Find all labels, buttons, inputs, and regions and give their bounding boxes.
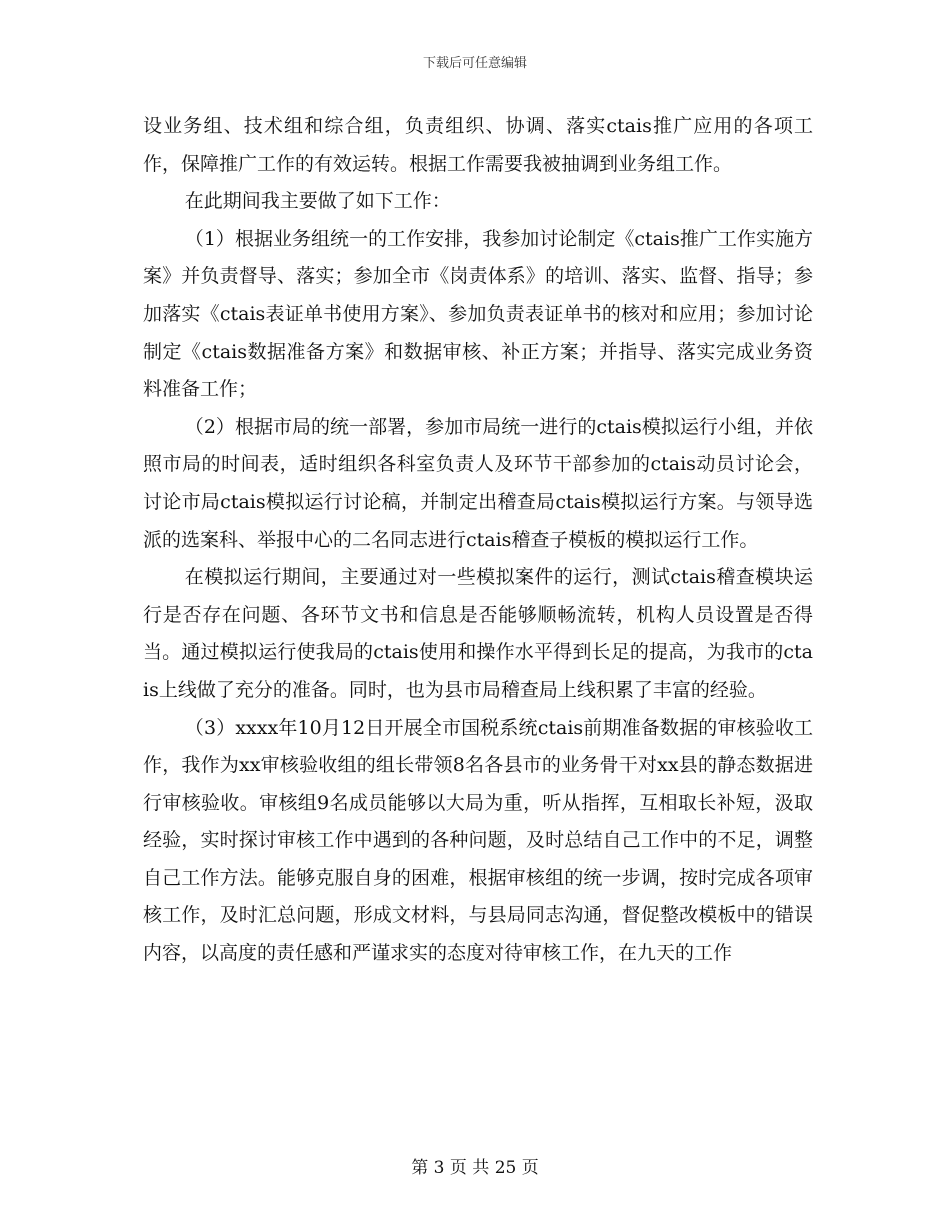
paragraph: 在此期间我主要做了如下工作： [184, 190, 451, 213]
paragraph: （3）xxxx年10月12日开展全市国税系统ctais前期准备数据的审核验收工作，我作为xx审核验收组的组长带领8名各县市的业务骨干对xx县的静态数据进行审核验收。审核组9名成员能够以大局为重，听从指挥，互相取长补短，汲取经验，实时探讨审核工作中遇到的各种问题，及时总结自己工作中的不足，调整自己工作方法。能够克服自身的困难，根据审核组的统一步调，按时完成各项审核工作，及时汇总问题，形成文材料，与县局同志沟通，督促整改模板中的错误内容，以高度的责任感和严谨求实的态度对待审核工作，在九天的工作 [143, 716, 813, 965]
page-header: 下载后可任意编辑 [422, 56, 527, 71]
paragraph: （2）根据市局的统一部署，参加市局统一进行的ctais模拟运行小组，并依照市局的时间表，适时组织各科室负责人及环节干部参加的ctais动员讨论会，讨论市局ctais模拟运行讨论稿，并制定出稽查局ctais模拟运行方案。与领导选派的选案科、举报中心的二名同志进行ctais稽查子模板的模拟运行工作。 [143, 415, 813, 551]
page-footer: 第 3 页 共 25 页 [411, 1158, 539, 1178]
paragraph: （1）根据业务组统一的工作安排，我参加讨论制定《ctais推广工作实施方案》并负责督导、落实；参加全市《岗责体系》的培训、落实、监督、指导；参加落实《ctais表证单书使用方案》、参加负责表证单书的核对和应用；参加讨论制定《ctais数据准备方案》和数据审核、补正方案；并指导、落实完成业务资料准备工作； [143, 227, 813, 401]
paragraph: 设业务组、技术组和综合组，负责组织、协调、落实ctais推广应用的各项工作，保障推广工作的有效运转。根据工作需要我被抽调到业务组工作。 [143, 115, 813, 175]
document-body [143, 108, 813, 973]
paragraph: 在模拟运行期间，主要通过对一些模拟案件的运行，测试ctais稽查模块运行是否存在问题、各环节文书和信息是否能够顺畅流转，机构人员设置是否得当。通过模拟运行使我局的ctais使用和操作水平得到长足的提高，为我市的ctais上线做了充分的准备。同时，也为县市局稽查局上线积累了丰富的经验。 [143, 566, 813, 701]
